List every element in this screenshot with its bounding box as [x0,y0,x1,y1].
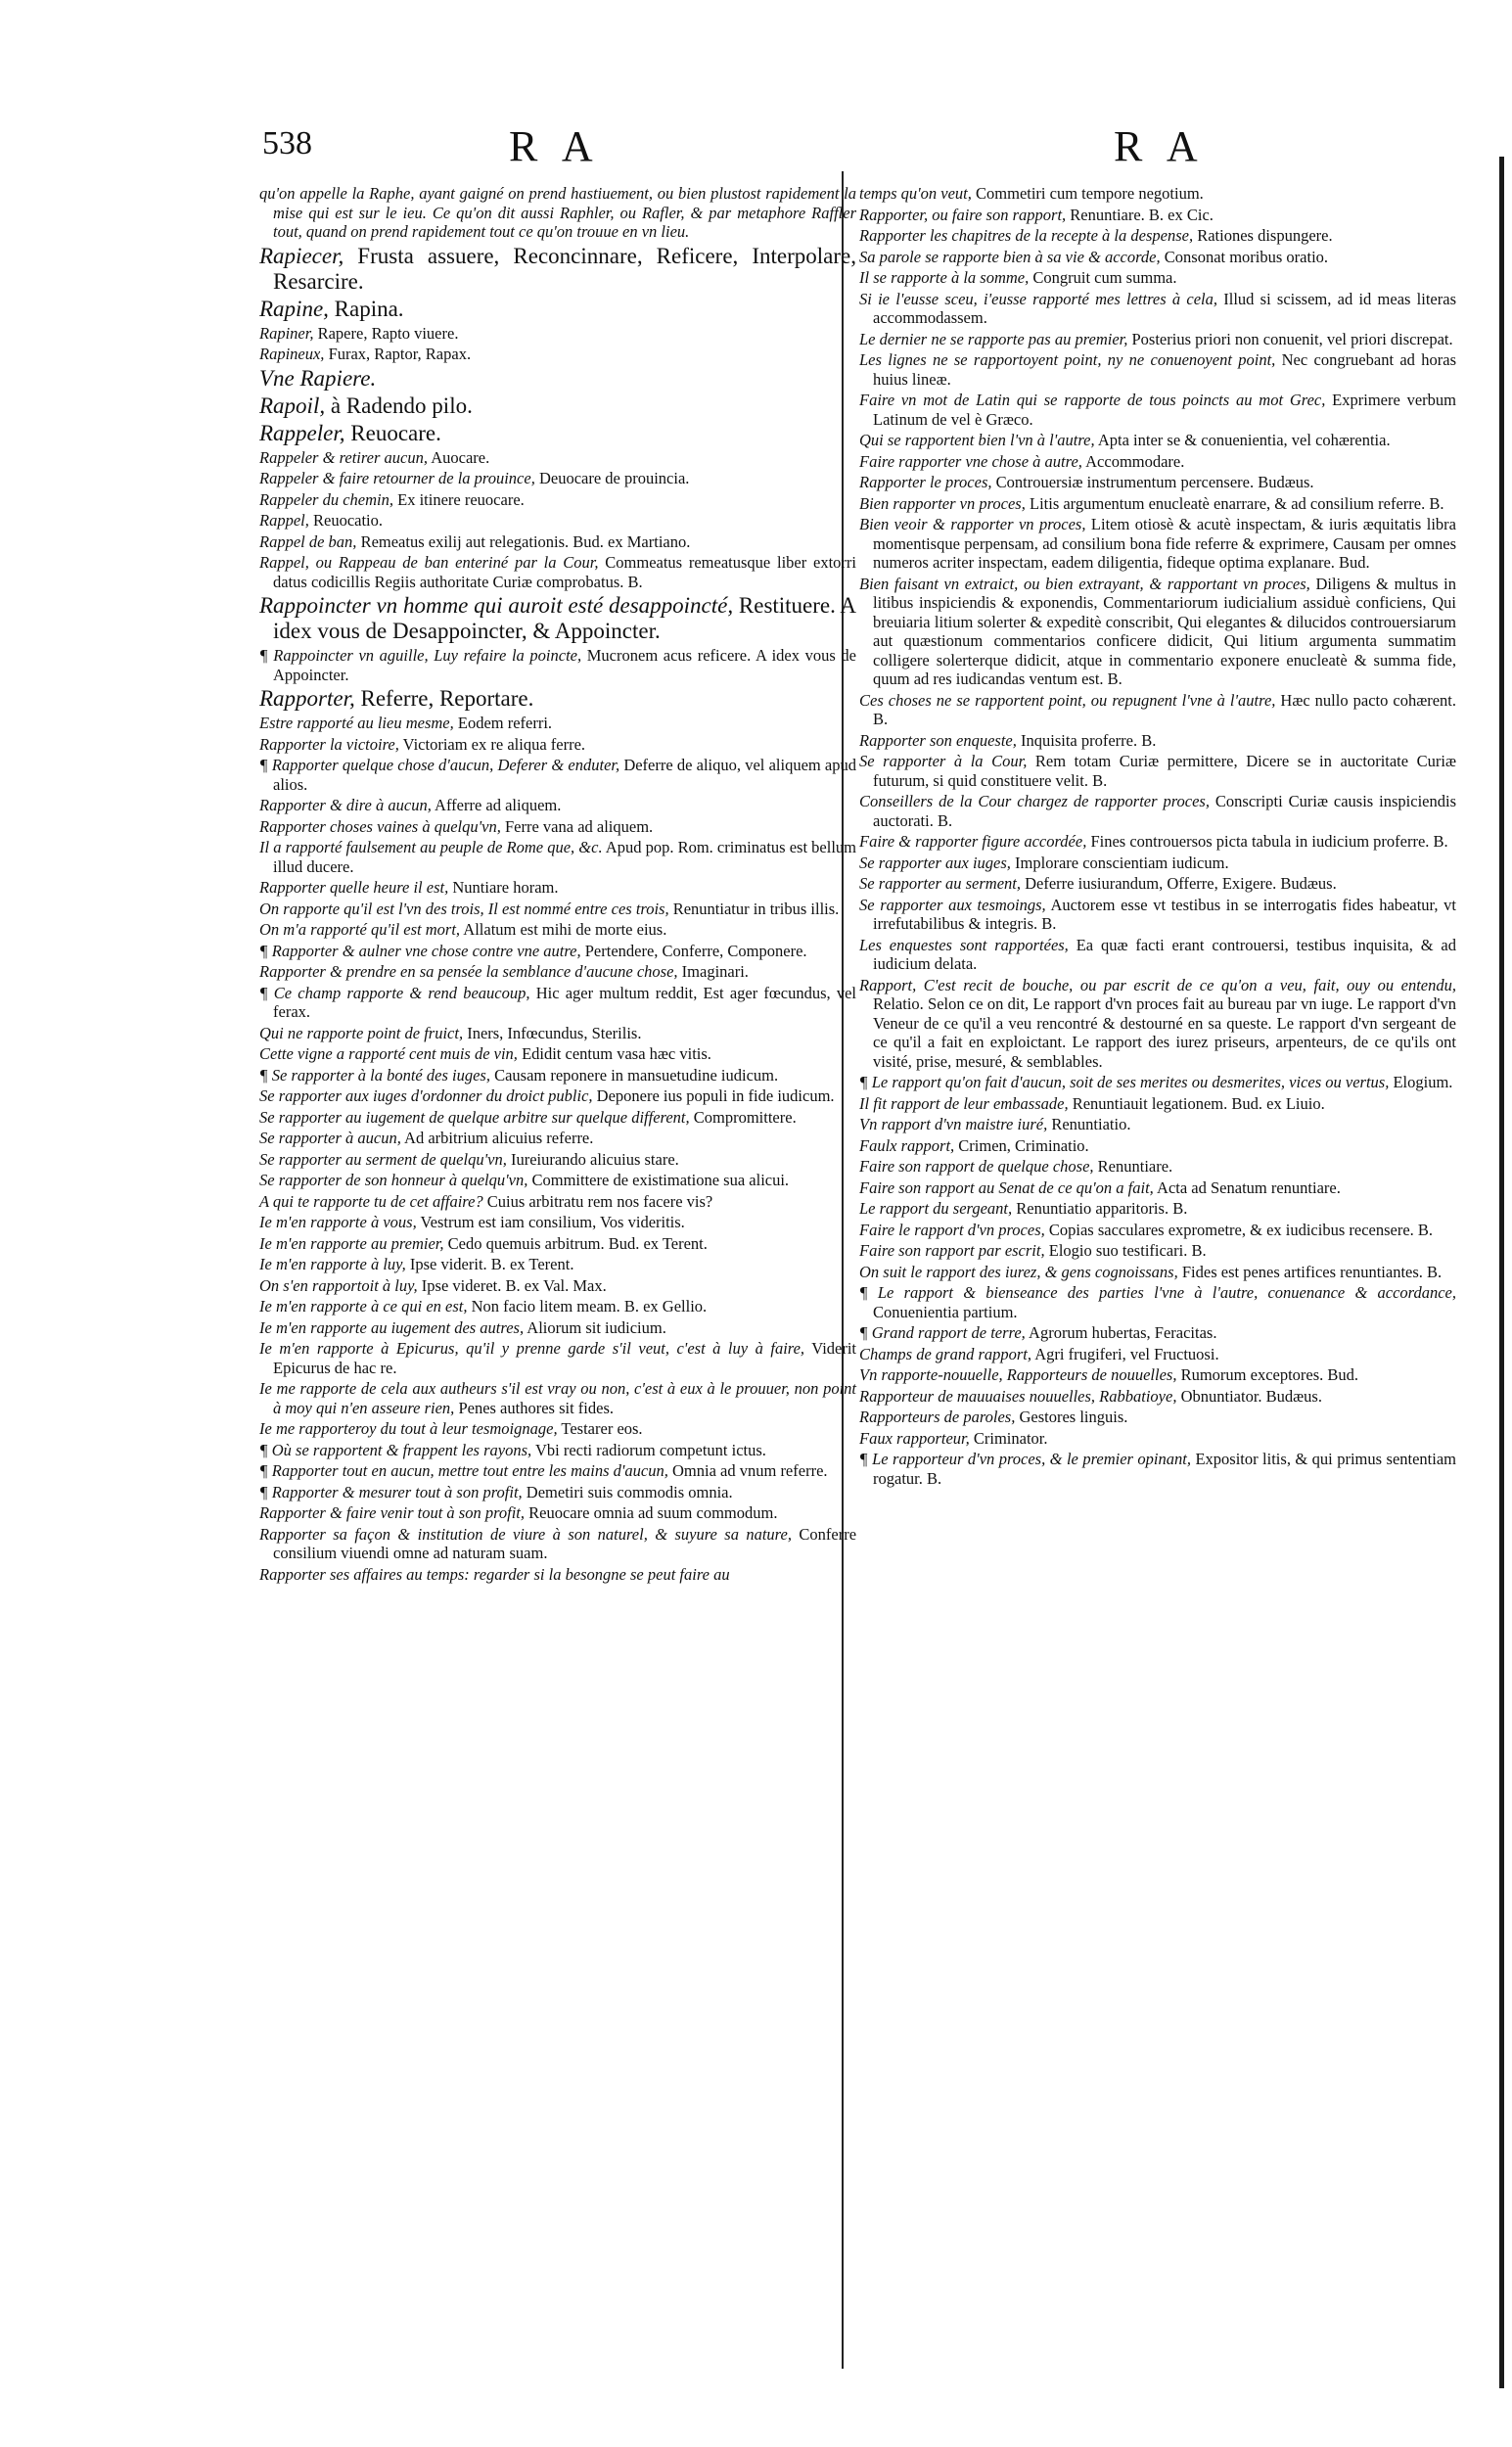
entry-french: Qui se rapportent bien l'vn à l'autre, [859,431,1095,449]
entry-french: On m'a rapporté qu'il est mort, [259,920,461,939]
entry-latin: Iners, Infœcundus, Sterilis. [467,1023,642,1042]
entry-french: Ie m'en rapporte à ce qui en est, [259,1297,468,1316]
dictionary-entry [259,796,856,815]
dictionary-entry [259,1171,856,1190]
entry-french: ¶ Rapporter tout en aucun, mettre tout entre les mains d'aucun, [259,1461,668,1480]
entry-latin: Allatum est mihi de morte eius. [463,920,667,939]
dictionary-entry [859,1178,1456,1198]
entry-latin: Iureiurando alicuius stare. [510,1149,679,1169]
entry-latin: Gestores linguis. [1019,1408,1128,1426]
entry-french: Sa parole se rapporte bien à sa vie & accorde, [859,247,1161,266]
entry-french: qu'on appelle la Raphe, ayant gaigné on prend hastiuement, ou bien plustost rapidement la mise qui est sur le ieu. Ce qu'on dit aussi Raphler, ou Rafler, & par metaphore Raffler tout, quand on prend rapidement tout ce qu'on trouue en vn lieu. [259,184,856,241]
dictionary-entry [859,832,1456,852]
dictionary-entry [259,1108,856,1128]
entry-french: Ie m'en rapporte à vous, [259,1213,417,1231]
entry-french: Cette vigne a rapporté cent muis de vin, [259,1044,518,1063]
entry-latin: Cedo quemuis arbitrum. Bud. ex Terent. [447,1233,708,1253]
dictionary-entry [259,593,856,644]
entry-latin: Renuntiatur in tribus illis. [672,899,840,918]
entry-latin: Commeatus remeatusque liber extorri datus codicillis Regiis authoritate Curiæ comprobatus. B. [273,553,856,591]
entry-french: Rapporter son enqueste, [859,730,1017,750]
entry-french: Rapoil, [259,392,326,418]
dictionary-entry [259,714,856,733]
entry-french: Ie m'en rapporte à luy, [259,1255,406,1273]
entry-french: Bien rapporter vn proces, [859,493,1026,513]
entry-latin: Furax, Raptor, Rapax. [328,345,472,363]
dictionary-entry [259,838,856,876]
dictionary-entry [859,1429,1456,1449]
entry-latin: Imaginari. [681,962,749,981]
dictionary-entry [259,1086,856,1106]
entry-french: Se rapporter à aucun, [259,1129,401,1147]
dictionary-entry [259,490,856,510]
entry-french: Rapporter quelle heure il est, [259,878,449,897]
entry-latin: Inquisita proferre. B. [1020,730,1157,750]
entry-latin: Agri frugiferi, vel Fructuosi. [1034,1344,1219,1363]
entry-latin: Committere de existimatione sua alicui. [531,1171,790,1189]
entry-french: Faire rapporter vne chose à autre, [859,451,1082,471]
dictionary-entry [259,421,856,446]
page-number: 538 [262,125,312,162]
left-column [259,184,856,1586]
dictionary-entry [259,448,856,468]
entry-latin: Rem totam Curiæ permittere, Dicere se in auctoritate Curiæ futurum, si quid constituere velit. B. [873,752,1456,790]
dictionary-entry [859,1199,1456,1219]
entry-latin: Nuntiare horam. [452,878,559,897]
entry-latin: Posterius priori non conuenit, vel priori discrepat. [1131,329,1453,348]
entry-latin: Omnia ad vnum referre. [672,1461,828,1480]
dictionary-entry [259,1419,856,1439]
entry-french: Rapporter, [259,686,355,711]
entry-french: ¶ Rapporter & aulner vne chose contre vne autre, [259,941,581,960]
entry-latin: Apud pop. Rom. criminatus est bellum illud ducere. [273,838,856,876]
dictionary-entry [259,1297,856,1316]
entry-latin: Hic ager multum reddit, Est ager fœcundus, vel ferax. [273,983,857,1021]
entry-latin: Deferre iusiurandum, Offerre, Exigere. Budæus. [1025,874,1337,893]
entry-french: Ie me rapporteroy du tout à leur tesmoignage, [259,1419,558,1438]
entry-french: Faulx rapport, [859,1135,955,1155]
entry-latin: Acta ad Senatum renuntiare. [1157,1177,1341,1197]
entry-french: Rappeler, [259,420,345,445]
entry-french: Rappel, [259,511,309,530]
entry-french: Rapiner, [259,323,314,343]
entry-latin: Renuntiauit legationem. Bud. ex Liuio. [1072,1093,1325,1113]
entry-french: Se rapporter au iugement de quelque arbitre sur quelque different, [259,1107,690,1127]
entry-latin: Rationes dispungere. [1197,226,1333,245]
entry-french: Rapporter & dire à aucun, [259,796,432,814]
entry-french: Vn rapport d'vn maistre iuré, [859,1115,1048,1133]
entry-latin: Vestrum est iam consilium, Vos videritis. [420,1213,685,1231]
entry-french: Faire son rapport au Senat de ce qu'on a fait, [859,1177,1154,1197]
entry-latin: Illud si scissem, ad id meas literas accommodassem. [873,289,1456,327]
dictionary-entry [859,1408,1456,1427]
entry-french: ¶ Le rapport qu'on fait d'aucun, soit de ses merites ou desmerites, vices ou vertus, [859,1073,1390,1091]
dictionary-entry [259,984,856,1022]
dictionary-entry [259,1276,856,1296]
entry-french: A qui te rapporte tu de cet affaire? [259,1191,483,1211]
dictionary-entry [259,393,856,419]
dictionary-entry [259,1339,856,1377]
entry-latin: Deuocare de prouincia. [538,469,690,487]
entry-french: ¶ Grand rapport de terre, [859,1323,1026,1342]
dictionary-entry [859,1094,1456,1114]
entry-latin: Aliorum sit iudicium. [527,1317,666,1337]
entry-latin: Rapina. [334,296,404,321]
dictionary-entry [859,731,1456,751]
entry-latin: Causam reponere in mansuetudine iudicum. [494,1065,779,1085]
dictionary-entry [859,290,1456,328]
dictionary-entry [859,1387,1456,1407]
dictionary-entry [259,511,856,531]
entry-french: On rapporte qu'il est l'vn des trois, Il est nommé entre ces trois, [259,899,669,918]
dictionary-entry [859,1263,1456,1282]
entry-latin: Victoriam ex re aliqua ferre. [402,734,586,754]
dictionary-entry [859,226,1456,246]
entry-french: Rapporter, ou faire son rapport, [859,205,1067,224]
dictionary-entry [859,391,1456,429]
entry-french: Se rapporter au serment, [859,874,1021,893]
entry-latin: Non facio litem meam. B. ex Gellio. [471,1297,708,1316]
entry-latin: Exprimere verbum Latinum de vel è Græco. [873,391,1456,429]
entry-latin: Auctorem esse vt testibus in se interrogatis fides habeatur, vt irrefutabilibus & integris. B. [873,895,1456,933]
entry-french: ¶ Où se rapportent & frappent les rayons, [259,1440,532,1459]
entry-french: ¶ Rapporter quelque chose d'aucun, Deferer & enduter, [259,756,620,774]
entry-latin: Accommodare. [1085,451,1185,471]
entry-french: Ie m'en rapporte au iugement des autres, [259,1317,525,1337]
entry-latin: Rumorum exceptores. Bud. [1180,1365,1359,1384]
entry-french: Faire & rapporter figure accordée, [859,832,1087,851]
dictionary-entry [259,532,856,552]
entry-french: Les enquestes sont rapportées, [859,935,1069,954]
dictionary-entry [859,575,1456,689]
entry-french: Se rapporter de son honneur à quelqu'vn, [259,1171,528,1189]
entry-french: Faux rapporteur, [859,1428,970,1448]
entry-latin: Testarer eos. [561,1419,643,1438]
entry-french: ¶ Le rapport & bienseance des parties l'vne à l'autre, conuenance & accordance, [859,1283,1456,1302]
entry-french: Rappel, ou Rappeau de ban enteriné par la Cour, [259,553,599,572]
entry-french: ¶ Rappoincter vn aguille, Luy refaire la poincte, [259,646,582,665]
dictionary-entry [259,1379,856,1417]
entry-latin: Commetiri cum tempore negotium. [976,184,1204,203]
entry-french: Faire son rapport par escrit, [859,1241,1045,1260]
entry-french: Se rapporter aux iuges, [859,853,1011,872]
dictionary-entry [859,515,1456,573]
entry-latin: Renuntiare. [1097,1157,1173,1176]
dictionary-entry [859,691,1456,729]
entry-french: Il a rapporté faulsement au peuple de Rome que, &c. [259,838,603,856]
dictionary-entry [859,1283,1456,1321]
entry-french: Il se rapporte à la somme, [859,268,1030,287]
entry-latin: Congruit cum summa. [1032,268,1177,287]
entry-french: Se rapporter à la Cour, [859,752,1028,770]
entry-french: Conseillers de la Cour chargez de rapporter proces, [859,792,1210,810]
entry-latin: Mucronem acus reficere. A idex vous de Appoincter. [273,646,856,684]
dictionary-entry [859,248,1456,267]
entry-latin: Fines controuersos picta tabula in iudicium proferre. B. [1090,832,1448,851]
entry-latin: Conuenientia partium. [873,1302,1018,1321]
entry-latin: Controuersiæ instrumentum percensere. Budæus. [995,473,1314,491]
entry-french: Faire le rapport d'vn proces, [859,1220,1045,1239]
dictionary-entry [259,345,856,364]
entry-latin: Reuocare. [350,420,441,445]
entry-latin: Litem otiosè & acutè inspectam, & iuris æquitatis libra momentisque perpensam, ad consilium bona fide referre & exprimere, Causam per omnes numeros acriter inspectam, eadem diligentia, fideque optima explanare. Bud. [873,515,1456,572]
dictionary-entry [859,976,1456,1072]
entry-french: Le dernier ne se rapporte pas au premier, [859,329,1128,348]
entry-french: Ie me rapporte de cela aux autheurs s'il est vray ou non, c'est à eux à le prouuer, non point à moy qui n'en asseure rien, [259,1379,856,1417]
dictionary-entry [859,1345,1456,1364]
dictionary-entry [259,1318,856,1338]
entry-latin: Afferre ad aliquem. [435,796,562,814]
entry-french: Ie m'en rapporte au premier, [259,1233,444,1253]
entry-latin: Renuntiatio. [1051,1115,1131,1133]
entry-latin: Ferre vana ad aliquem. [504,816,654,836]
entry-latin: Ipse videret. B. ex Val. Max. [421,1275,607,1295]
entry-french: ¶ Ce champ rapporte & rend beaucoup, [259,983,530,1002]
entry-latin: Compromittere. [693,1107,797,1127]
entry-french: Rapporter le proces, [859,473,992,491]
dictionary-entry [859,1241,1456,1261]
dictionary-entry [259,878,856,898]
entry-latin: Cuius arbitratu rem nos facere vis? [486,1191,713,1211]
entry-french: Rapporter & prendre en sa pensée la semblance d'aucune chose, [259,962,678,981]
dictionary-entry [259,1044,856,1064]
entry-latin: Elogium. [1393,1073,1453,1091]
entry-latin: Nec congruebant ad horas huius lineæ. [873,350,1456,389]
entry-french: Champs de grand rapport, [859,1344,1032,1363]
entry-latin: Elogio suo testificari. B. [1048,1241,1207,1260]
entry-french: Rapporter sa façon & institution de viure à son naturel, & suyure sa nature, [259,1524,792,1544]
entry-french: Si ie l'eusse sceu, i'eusse rapporté mes lettres à cela, [859,289,1218,308]
entry-latin: Ex itinere reuocare. [397,489,525,509]
entry-latin: Diligens & multus in litibus inspiciendis & exponendis, Commentariorum iudicialium assiduè conficiens, Qui breuiaria litium solerter & expeditè conscribit, Qui elegantes & dilucidos controuersiarum aut quæstionum commentarios conficere didicit, Qui litium argumenta summatim colligere solerterque didicit, atque in commentario exponere enucleatè & summa fide, quum ad res iudicandas ventum est. B. [873,574,1456,688]
entry-latin: Deferre de aliquo, vel aliquem apud alios. [273,756,856,794]
dictionary-entry [859,452,1456,472]
entry-french: Il fit rapport de leur embassade, [859,1093,1069,1113]
entry-latin: Pertendere, Conferre, Componere. [584,941,807,960]
entry-french: Bien faisant vn extraict, ou bien extrayant, & rapportant vn proces, [859,574,1310,593]
dictionary-entry [259,1461,856,1481]
dictionary-entry [859,494,1456,514]
entry-latin: Reuocatio. [313,511,384,530]
entry-latin: Renuntiare. B. ex Cic. [1070,205,1214,224]
page-header [0,122,1512,184]
entry-french: temps qu'on veut, [859,184,972,203]
entry-latin: à Radendo pilo. [330,392,473,418]
entry-french: Rappeler & faire retourner de la prouince, [259,469,535,487]
entry-latin: Frusta assuere, Reconcinnare, Reficere, Interpolare, Resarcire. [273,243,856,294]
dictionary-entry [859,1157,1456,1177]
dictionary-entry [259,324,856,344]
entry-latin: Expositor litis, & qui primus sententiam rogatur. B. [873,1450,1456,1488]
dictionary-entry [259,1213,856,1232]
entry-latin: Edidit centum vasa hæc vitis. [522,1044,711,1063]
entry-latin: Conscripti Curiæ causis inspiciendis auctorati. B. [873,792,1456,830]
dictionary-entry [259,184,856,242]
dictionary-entry [259,1192,856,1212]
entry-french: Se rapporter aux iuges d'ordonner du droict public, [259,1086,593,1105]
dictionary-entry [259,1129,856,1148]
entry-french: Le rapport du sergeant, [859,1199,1013,1218]
dictionary-entry [859,184,1456,204]
dictionary-entry [859,1450,1456,1488]
entry-latin: Apta inter se & conuenientia, vel cohærentia. [1097,431,1391,449]
entry-latin: Litis argumentum enucleatè enarrare, & ad consilium referre. B. [1029,493,1444,513]
entry-french: Rapporter les chapitres de la recepte à la despense, [859,226,1194,245]
running-head-left: R A [509,122,601,170]
entry-latin: Eodem referri. [457,714,553,732]
entry-french: Rapporteur de mauuaises nouuelles, Rabbatioye, [859,1386,1177,1406]
dictionary-entry [859,874,1456,894]
entry-french: Rappeler du chemin, [259,489,394,509]
entry-latin: Vbi recti radiorum competunt ictus. [534,1440,766,1459]
dictionary-entry [859,350,1456,389]
entry-french: Ces choses ne se rapportent point, ou repugnent l'vne à l'autre, [859,690,1276,710]
dictionary-entry [859,268,1456,288]
entry-french: Faire son rapport de quelque chose, [859,1157,1094,1176]
entry-latin: Consonat moribus oratio. [1164,247,1329,266]
entry-french: Rapiecer, [259,243,344,268]
entry-french: Rapporter la victoire, [259,734,399,754]
dictionary-entry [859,854,1456,873]
entry-french: Rapporter & faire venir tout à son profit, [259,1503,526,1522]
entry-latin: Restituere. A idex vous de Desappoincter, & Appoincter. [273,593,857,643]
entry-french: Rapporter ses affaires au temps: regarder si la besongne se peut faire au [259,1564,730,1584]
dictionary-entry [859,431,1456,450]
entry-latin: Viderit Epicurus de hac re. [273,1339,857,1377]
dictionary-entry [259,297,856,322]
entry-french: Bien veoir & rapporter vn proces, [859,515,1086,533]
dictionary-entry [259,553,856,591]
dictionary-entry [259,1441,856,1460]
dictionary-entry [259,244,856,295]
entry-french: ¶ Le rapporteur d'vn proces, & le premier opinant, [859,1450,1191,1468]
entry-latin: Penes authores sit fides. [458,1398,614,1417]
dictionary-entry [859,792,1456,830]
entry-french: Rappel de ban, [259,531,357,551]
dictionary-entry [259,735,856,755]
entry-french: Rapport, C'est recit de bouche, ou par escrit de ce qu'on a veu, fait, ouy ou entendu, [859,975,1456,994]
entry-french: Faire vn mot de Latin qui se rapporte de tous poincts au mot Grec, [859,391,1326,409]
entry-french: Qui ne rapporte point de fruict, [259,1023,464,1042]
entry-latin: Remeatus exilij aut relegationis. Bud. ex Martiano. [360,531,691,551]
entry-french: Se rapporter au serment de quelqu'vn, [259,1149,507,1169]
dictionary-entry [259,686,856,712]
dictionary-entry [859,1365,1456,1385]
dictionary-entry [859,936,1456,974]
dictionary-entry [259,469,856,488]
dictionary-entry [259,942,856,961]
entry-latin: Demetiri suis commodis omnia. [526,1482,733,1501]
dictionary-entry [859,1136,1456,1156]
entry-latin: Implorare conscientiam iudicum. [1015,853,1229,872]
dictionary-entry [859,1073,1456,1092]
entry-latin: Obnuntiator. Budæus. [1180,1386,1322,1406]
entry-latin: Crimen, Criminatio. [958,1135,1089,1155]
entry-latin: Copias sacculares exprometre, & ex iudicibus recensere. B. [1048,1220,1434,1239]
entry-latin: Criminator. [973,1428,1048,1448]
entry-french: Estre rapporté au lieu mesme, [259,714,454,732]
dictionary-entry [259,900,856,919]
entry-french: Se rapporter aux tesmoings, [859,895,1046,914]
entry-french: Rappeler & retirer aucun, [259,447,428,467]
dictionary-entry [259,366,856,392]
entry-french: Les lignes ne se rapportoyent point, ny ne conuenoyent point, [859,350,1276,369]
dictionary-entry [259,646,856,684]
dictionary-entry [859,752,1456,790]
entry-latin: Conferre consilium viuendi omne ad naturam suam. [273,1524,857,1562]
entry-french: Rapporteurs de paroles, [859,1408,1016,1426]
running-head-right: R A [1114,122,1206,170]
dictionary-entry [259,1565,856,1585]
entry-french: Vn rapporte-nouuelle, Rapporteurs de nouuelles, [859,1365,1177,1384]
dictionary-entry [259,1503,856,1523]
dictionary-entry [259,756,856,794]
entry-latin: Agrorum hubertas, Feracitas. [1029,1323,1217,1342]
dictionary-entry [259,1255,856,1274]
entry-french: Rapineux, [259,345,325,363]
dictionary-entry [859,1323,1456,1343]
dictionary-entry [859,1115,1456,1134]
entry-french: On suit le rapport des iurez, & gens cognoissans, [859,1262,1178,1281]
entry-latin: Rapere, Rapto viuere. [317,323,459,343]
dictionary-entry [259,1066,856,1085]
dictionary-entry [259,1483,856,1502]
dictionary-entry [859,896,1456,934]
entry-latin: Ipse viderit. B. ex Terent. [409,1255,574,1273]
dictionary-entry [859,1221,1456,1240]
dictionary-entry [259,1525,856,1563]
entry-french: Rappoincter vn homme qui auroit esté desappoincté, [259,593,734,618]
entry-latin: Hæc nullo pacto cohærent. B. [873,690,1456,728]
entry-latin: Renuntiatio apparitoris. B. [1016,1199,1188,1218]
entry-french: ¶ Se rapporter à la bonté des iuges, [259,1065,490,1085]
dictionary-entry [259,1024,856,1043]
entry-french: Ie m'en rapporte à Epicurus, qu'il y prenne garde s'il veut, c'est à luy à faire, [259,1339,805,1358]
entry-latin: Reuocare omnia ad suum commodum. [528,1503,778,1522]
entry-french: Rapine, [259,296,329,321]
dictionary-entry [259,962,856,982]
entry-latin: Fides est penes artifices renuntiantes. B. [1181,1262,1443,1281]
entry-latin: Deponere ius populi in fide iudicum. [596,1086,835,1105]
dictionary-entry [859,473,1456,492]
entry-french: Rapporter choses vaines à quelqu'vn, [259,816,501,836]
entry-latin: Referre, Reportare. [360,686,534,711]
right-column [859,184,1456,1490]
entry-french: ¶ Rapporter & mesurer tout à son profit, [259,1482,523,1501]
entry-french: Vne Rapiere. [259,365,377,391]
dictionary-entry [859,206,1456,225]
dictionary-entry [259,817,856,837]
entry-latin: Ea quæ facti erant controuersi, testibus inquisita, & ad iudicium delata. [873,935,1456,973]
dictionary-entry [259,1150,856,1170]
dictionary-entry [859,330,1456,349]
dictionary-entry [259,920,856,940]
page-edge-bar [1499,157,1504,2388]
entry-latin: Auocare. [431,447,490,467]
entry-latin: Relatio. Selon ce on dit, Le rapport d'vn proces fait au bureau par vn iuge. Le rapport d'vn Veneur de ce qu'il a veu rencontré & destourné en sa queste. Le rapport d'vn sergeant de ce qu'il a fait en exploictant. Le rapport des iurez priseurs, arpenteurs, de ce qu'ils ont visité, prise, mesuré, & semblables. [873,994,1456,1071]
entry-french: On s'en rapportoit à luy, [259,1275,418,1295]
dictionary-entry [259,1234,856,1254]
entry-latin: Ad arbitrium alicuius referre. [404,1129,594,1147]
